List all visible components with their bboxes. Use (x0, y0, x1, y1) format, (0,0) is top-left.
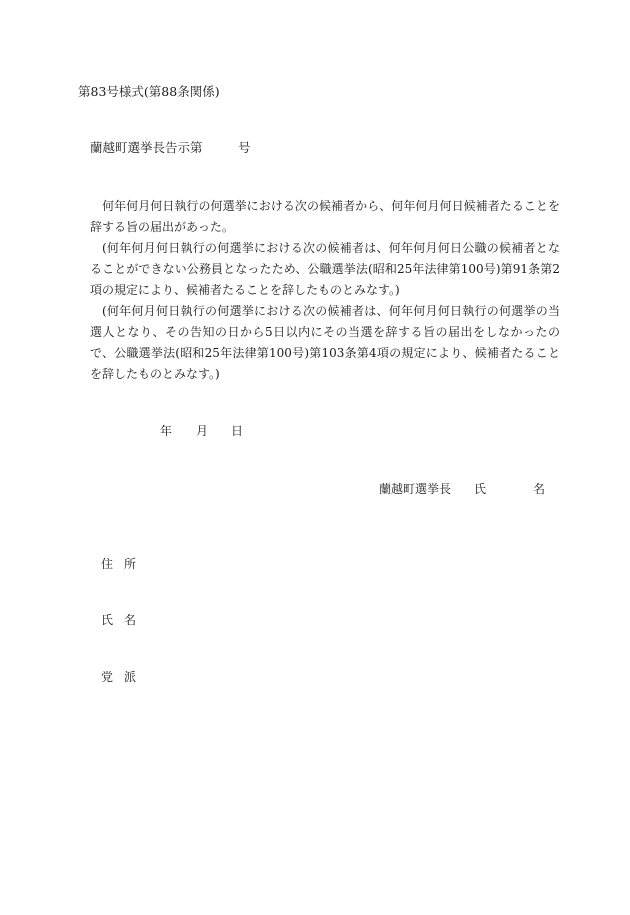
field-party-char2: 派 (124, 670, 137, 684)
date-month: 月 (196, 424, 209, 438)
paragraph-2 (90, 238, 560, 301)
signature-shi: 氏 (474, 482, 487, 496)
notice-title (90, 140, 251, 155)
field-name-char1: 氏 (101, 613, 114, 627)
form-number: 第83号様式(第88条関係) (78, 84, 220, 99)
field-address-char1: 住 (101, 557, 114, 571)
notice-prefix: 蘭越町選挙長告示第 (90, 140, 203, 155)
field-name-char2: 名 (124, 613, 137, 627)
date-day: 日 (231, 424, 244, 438)
notice-suffix: 号 (238, 140, 251, 155)
signature-mei: 名 (533, 482, 546, 496)
paragraph-1 (90, 196, 560, 238)
paragraph-2-text: (何年何月何日執行の何選挙における次の候補者は、何年何月何日公職の候補者となることができない公務員となったため、公職選挙法(昭和25年法律第100号)第91条第2項の規定により、候補者たることを辞したものとみなす。) (90, 241, 560, 297)
field-address-char2: 所 (124, 557, 137, 571)
date-year: 年 (160, 424, 173, 438)
paragraph-1-text: 何年何月何日執行の何選挙における次の候補者から、何年何月何日候補者たることを辞する旨の届出があった。 (90, 199, 560, 234)
signature-title: 蘭越町選挙長 (379, 482, 452, 496)
field-party-char1: 党 (101, 670, 114, 684)
paragraph-3 (90, 301, 560, 385)
paragraph-3-text: (何年何月何日執行の何選挙における次の候補者は、何年何月何日執行の何選挙の当選人となり、その告知の日から5日以内にその当選を辞する旨の届出をしなかったので、公職選挙法(昭和25年法律第100号)第103条第4項の規定により、候補者たることを辞したものとみなす。) (90, 304, 560, 381)
